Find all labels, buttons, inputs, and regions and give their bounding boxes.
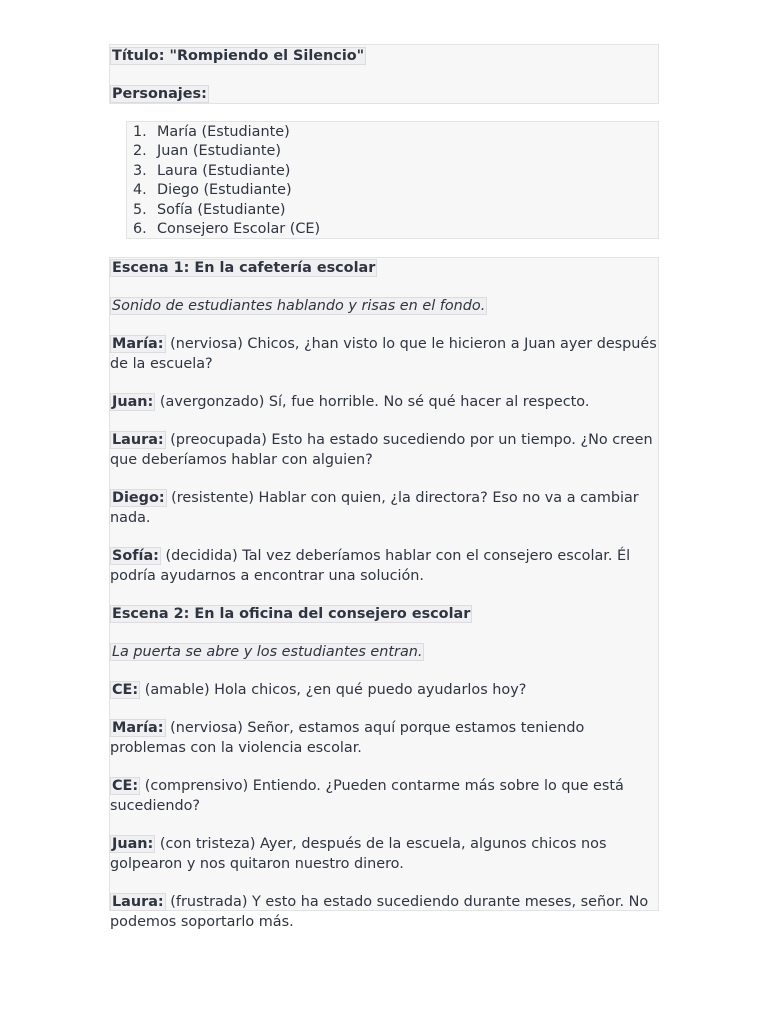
personajes-heading <box>110 84 209 104</box>
cast-list <box>133 123 320 239</box>
stage-direction-text: Sonido de estudiantes hablando y risas en el fondo. <box>112 298 486 314</box>
cast-item <box>133 201 320 220</box>
dialogue-text: (decidida) Tal vez deberíamos hablar con el consejero escolar. Él podría ayudarnos a encontrar una solución. <box>110 548 631 584</box>
cast-number: 3. <box>133 162 147 179</box>
cast-number: 6. <box>133 220 147 237</box>
stage-direction-text: La puerta se abre y los estudiantes entran. <box>112 644 423 660</box>
speaker-name: Juan: <box>112 394 154 410</box>
cast-item <box>133 123 320 142</box>
dialogue-text: (preocupada) Esto ha estado sucediendo por un tiempo. ¿No creen que deberíamos hablar con alguien? <box>110 432 653 468</box>
speaker-name: Laura: <box>112 894 164 910</box>
cast-name: Sofía (Estudiante) <box>157 201 286 218</box>
dialogue-line <box>110 488 658 528</box>
speaker-name: CE: <box>112 778 139 794</box>
dialogue-line <box>110 776 658 816</box>
speaker-name: Diego: <box>112 490 165 506</box>
dialogue-text: (resistente) Hablar con quien, ¿la directora? Eso no va a cambiar nada. <box>110 490 639 526</box>
cast-item <box>133 181 320 200</box>
cast-number: 5. <box>133 201 147 218</box>
cast-item <box>133 220 320 239</box>
dialogue-text: (nerviosa) Chicos, ¿han visto lo que le hicieron a Juan ayer después de la escuela? <box>110 336 657 372</box>
speaker-name: María: <box>112 720 164 736</box>
dialogue-line <box>110 430 658 470</box>
scene-heading <box>110 258 658 278</box>
dialogue-text: (frustrada) Y esto ha estado sucediendo durante meses, señor. No podemos soportarlo más. <box>110 894 649 930</box>
dialogue-text: (comprensivo) Entiendo. ¿Pueden contarme más sobre lo que está sucediendo? <box>110 778 624 814</box>
cast-number: 1. <box>133 124 147 140</box>
cast-name: Juan (Estudiante) <box>157 143 282 160</box>
speaker-name: CE: <box>112 682 139 698</box>
cast-number: 2. <box>133 143 147 160</box>
header-block <box>109 44 659 104</box>
dialogue-text: (avergonzado) Sí, fue horrible. No sé qué hacer al respecto. <box>155 394 590 410</box>
cast-list-block <box>126 121 659 239</box>
dialogue-line <box>110 392 658 412</box>
dialogue-line <box>110 718 658 758</box>
script-content <box>110 258 658 950</box>
personajes-label: Personajes: <box>112 86 207 102</box>
dialogue-line <box>110 680 658 700</box>
script-block <box>109 257 659 930</box>
cast-name: Diego (Estudiante) <box>157 182 292 199</box>
cast-number: 4. <box>133 182 147 199</box>
stage-direction <box>110 296 658 316</box>
cast-name: Laura (Estudiante) <box>157 162 291 179</box>
dialogue-line <box>110 546 658 586</box>
dialogue-line <box>110 892 658 932</box>
scene-heading-text: Escena 2: En la oficina del consejero escolar <box>112 606 471 622</box>
cast-item <box>133 142 320 161</box>
dialogue-text: (con tristeza) Ayer, después de la escuela, algunos chicos nos golpearon y nos quitaron nuestro dinero. <box>110 836 607 872</box>
speaker-name: Laura: <box>112 432 164 448</box>
dialogue-line <box>110 834 658 874</box>
speaker-name: Sofía: <box>112 548 159 564</box>
scene-heading <box>110 604 658 624</box>
speaker-name: María: <box>112 336 164 352</box>
title-text: Título: "Rompiendo el Silencio" <box>112 48 365 64</box>
cast-item <box>133 162 320 181</box>
stage-direction <box>110 642 658 662</box>
dialogue-text: (nerviosa) Señor, estamos aquí porque estamos teniendo problemas con la violencia escolar. <box>110 720 585 756</box>
speaker-name: Juan: <box>112 836 154 852</box>
scene-heading-text: Escena 1: En la cafetería escolar <box>112 260 376 276</box>
document-title <box>110 46 366 66</box>
cast-name: María (Estudiante) <box>157 124 290 140</box>
cast-name: Consejero Escolar (CE) <box>157 220 321 237</box>
dialogue-line <box>110 334 658 374</box>
dialogue-text: (amable) Hola chicos, ¿en qué puedo ayudarlos hoy? <box>140 682 527 698</box>
